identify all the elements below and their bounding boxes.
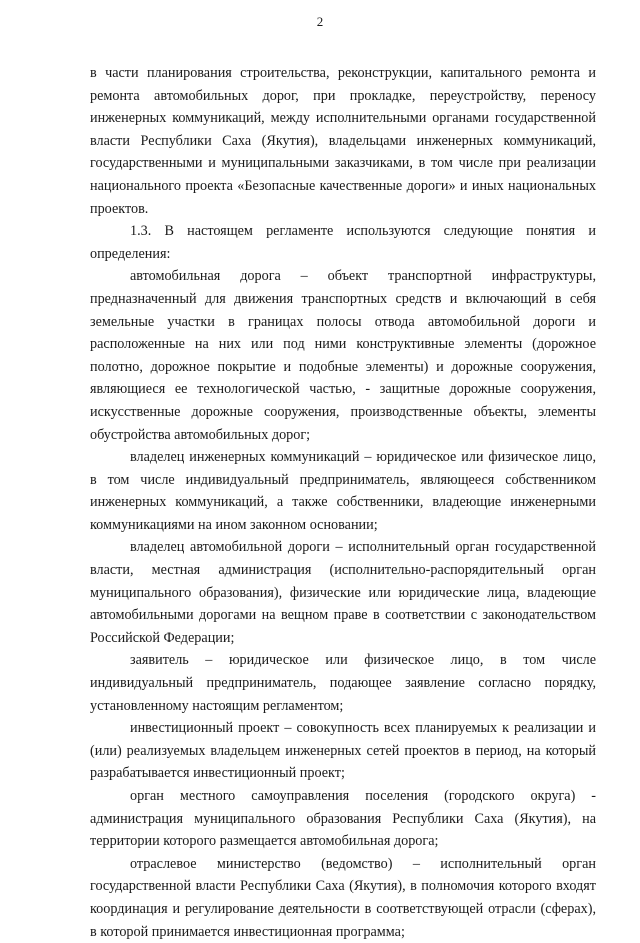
page-number: 2	[316, 14, 324, 29]
paragraph-scope-continuation: в части планирования строительства, реконструкции, капитального ремонта и ремонта автомобильных дорог, при прокладке, переустройству, переносу инженерных коммуникаций, между исполнительными органами государственной власти Республики Саха (Якутия), владельцами инженерных коммуникаций, государственными и муниципальными заказчиками, в том числе при реализации национального проекта «Безопасные качественные дороги» и иных национальных проектов.	[90, 65, 596, 217]
definition-local-government: орган местного самоуправления поселения (городского округа) - администрация муниципального образования Республики Саха (Якутия), на территории которого размещается автомобильная дорога;	[90, 788, 596, 850]
definition-road-owner: владелец автомобильной дороги – исполнительный орган государственной власти, местная администрация (исполнительно-распорядительный орган муниципального образования), физические или юридические лица, владеющие автомобильными дорогами на вещном праве в соответствии с законодательством Российской Федерации;	[90, 539, 596, 646]
definition-investment-project: инвестиционный проект – совокупность всех планируемых к реализации и (или) реализуемых владельцем инженерных сетей проектов в период, на который разрабатывается инвестиционный проект;	[90, 720, 596, 782]
definition-utility-owner: владелец инженерных коммуникаций – юридическое или физическое лицо, в том числе индивидуальный предприниматель, являющееся собственником инженерных коммуникаций, а также собственники, владеющие инженерными коммуникациями на ином законном основании;	[90, 449, 596, 533]
paragraph-section-1-3: 1.3. В настоящем регламенте используются следующие понятия и определения:	[90, 223, 596, 262]
definition-applicant: заявитель – юридическое или физическое лицо, в том числе индивидуальный предприниматель, подающее заявление согласно порядку, установленному настоящим регламентом;	[90, 652, 596, 714]
definition-road: автомобильная дорога – объект транспортной инфраструктуры, предназначенный для движения транспортных средств и включающий в себя земельные участки в границах полосы отвода автомобильной дороги и расположенные на них или под ними конструктивные элементы (дорожное полотно, дорожное покрытие и подобные элементы) и дорожные сооружения, являющиеся ее технологической частью, - защитные дорожные сооружения, искусственные дорожные сооружения, производственные объекты, элементы обустройства автомобильных дорог;	[90, 268, 596, 443]
document-body	[90, 62, 596, 943]
definition-sectoral-ministry: отраслевое министерство (ведомство) – исполнительный орган государственной власти Республики Саха (Якутия), в полномочия которого входят координация и регулирование деятельности в соответствующей отрасли (сферах), в которой принимается инвестиционная программа;	[90, 855, 596, 940]
